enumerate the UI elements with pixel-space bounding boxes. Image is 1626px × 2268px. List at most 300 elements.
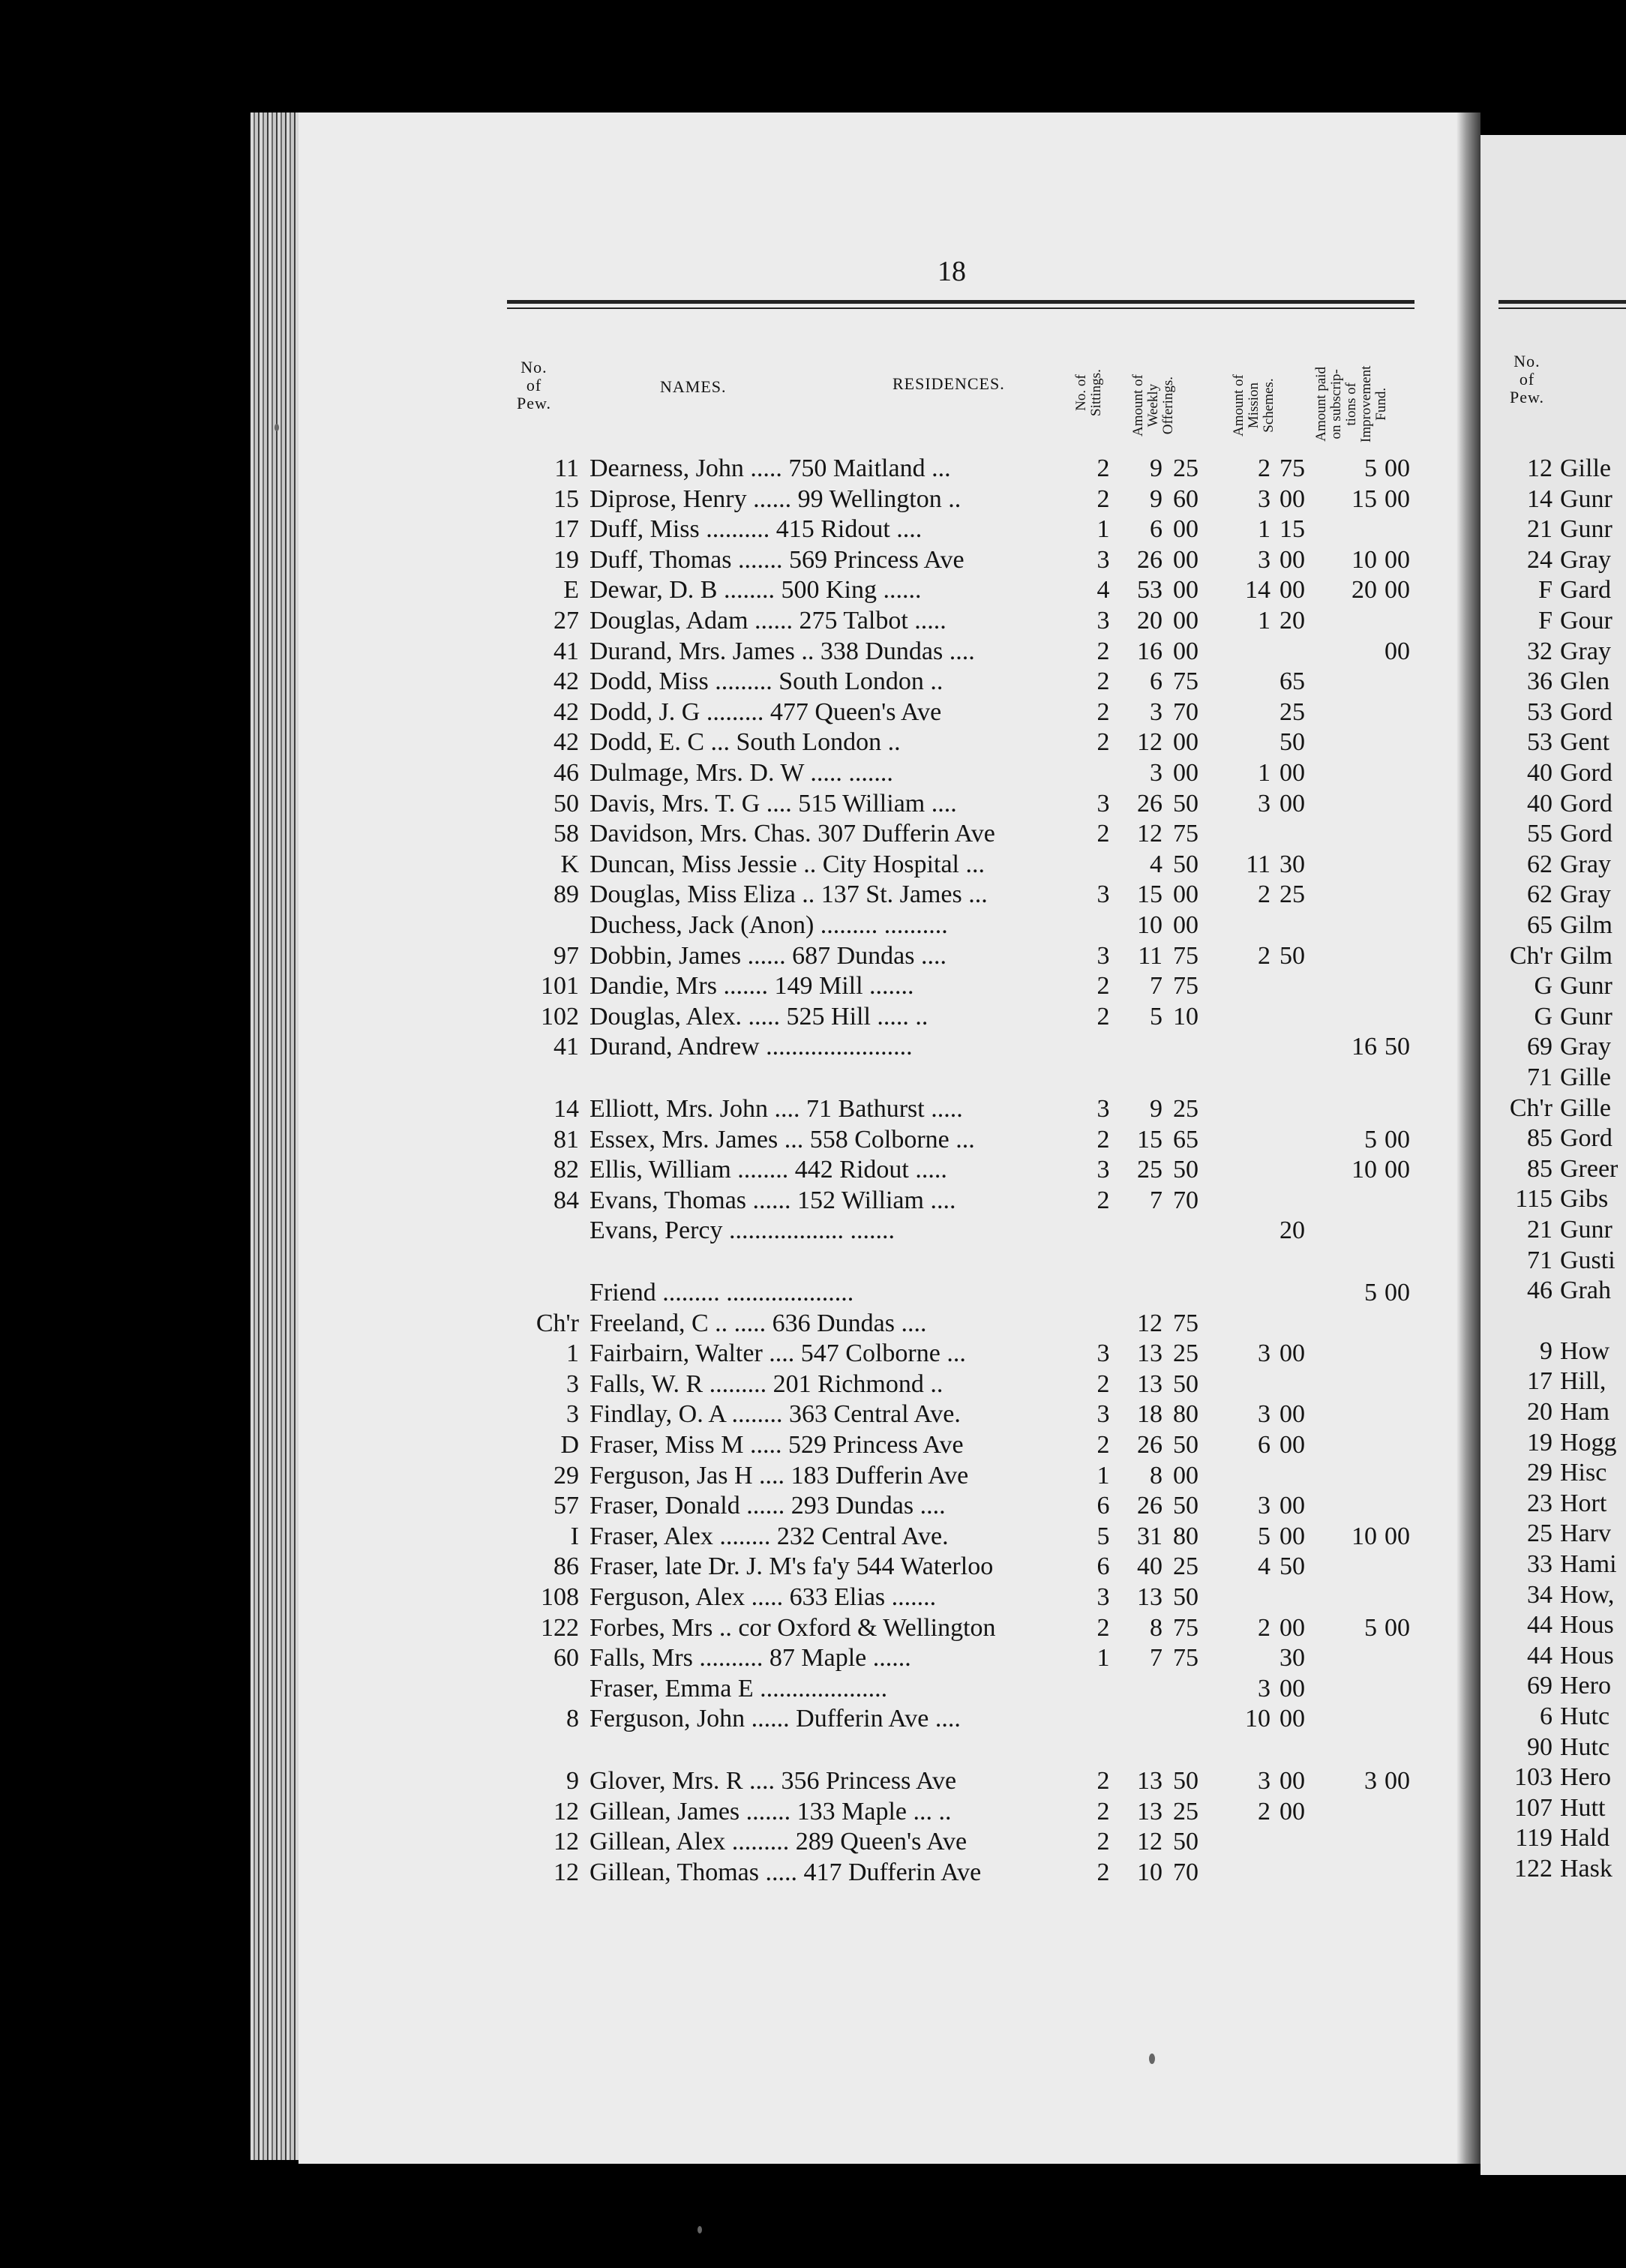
- pew-number: 20: [1527, 1398, 1552, 1426]
- right-table-row: [1480, 1216, 1626, 1246]
- page-number: 18: [938, 256, 966, 287]
- pew-number: 44: [1527, 1611, 1552, 1640]
- weekly-dollars: 13: [1137, 1340, 1162, 1368]
- right-table-row: [1480, 728, 1626, 758]
- sittings: 2: [1096, 484, 1110, 513]
- name-fragment: Gille: [1560, 454, 1611, 482]
- name-and-residence: Duchess, Jack (Anon) ......... ..........: [590, 911, 948, 939]
- right-table-row: [1480, 1398, 1626, 1428]
- weekly-dollars: 6: [1150, 668, 1162, 696]
- name-and-residence: Dodd, E. C ... South London ..: [590, 728, 901, 757]
- pew-number: 15: [554, 484, 579, 513]
- pew-number: 21: [1527, 515, 1552, 544]
- name-and-residence: Gillean, Thomas ..... 417 Dufferin Ave: [590, 1858, 982, 1886]
- name-fragment: Hutt: [1560, 1793, 1606, 1822]
- weekly-dollars: 40: [1137, 1552, 1162, 1581]
- weekly-cents: 75: [1173, 1613, 1198, 1642]
- name-and-residence: Friend ......... ....................: [590, 1279, 854, 1306]
- name-and-residence: Duff, Miss .......... 415 Ridout ....: [590, 515, 922, 544]
- name-fragment: Gord: [1560, 820, 1612, 848]
- mission-cents: 00: [1280, 1705, 1305, 1733]
- weekly-cents: 50: [1173, 1370, 1198, 1398]
- weekly-cents: 00: [1173, 637, 1198, 665]
- header-pew: No. of Pew.: [517, 358, 551, 412]
- name-fragment: Ham: [1560, 1398, 1610, 1426]
- mission-cents: 00: [1280, 1797, 1305, 1826]
- pew-number: 53: [1527, 728, 1552, 757]
- header-weekly: Amount of Weekly Offerings.: [1130, 374, 1176, 436]
- weekly-dollars: 11: [1138, 941, 1162, 970]
- mission-cents: 50: [1280, 728, 1305, 757]
- right-table-row: [1480, 1276, 1626, 1306]
- mission-dollars: 1: [1258, 607, 1270, 634]
- pew-number: 42: [554, 698, 579, 726]
- sittings: 2: [1096, 728, 1110, 757]
- name-fragment: Gray: [1560, 1033, 1611, 1061]
- right-table-row: [1480, 1490, 1626, 1520]
- right-table-row: [1480, 850, 1626, 880]
- pew-number: 12: [1527, 454, 1552, 482]
- right-table-row: [1480, 485, 1626, 515]
- sittings: 2: [1096, 972, 1110, 1000]
- weekly-dollars: 5: [1150, 1002, 1162, 1030]
- table-row: [507, 1798, 1452, 1828]
- name-and-residence: Dulmage, Mrs. D. W ..... .......: [590, 759, 893, 787]
- name-fragment: Hutc: [1560, 1732, 1610, 1761]
- right-table-row: [1480, 515, 1626, 545]
- pew-number: 23: [1527, 1489, 1552, 1517]
- header-rule-thin: [507, 308, 1414, 309]
- right-table-row: [1480, 1094, 1626, 1124]
- pew-number: 40: [1527, 789, 1552, 818]
- table-row: [507, 1279, 1452, 1309]
- sittings: 3: [1096, 789, 1110, 818]
- weekly-dollars: 12: [1137, 728, 1162, 757]
- table-row: [507, 1462, 1452, 1492]
- mission-dollars: 2: [1258, 1797, 1270, 1826]
- table-row: [507, 1003, 1452, 1033]
- table-row: [507, 698, 1452, 728]
- name-and-residence: Ferguson, Jas H .... 183 Dufferin Ave: [590, 1461, 969, 1490]
- name-and-residence: Gillean, Alex ......... 289 Queen's Ave: [590, 1828, 968, 1856]
- weekly-dollars: 8: [1150, 1461, 1162, 1490]
- pew-number: 101: [541, 972, 579, 1000]
- table-row: [507, 972, 1452, 1002]
- mission-dollars: 3: [1258, 1400, 1270, 1429]
- name-and-residence: Duff, Thomas ....... 569 Princess Ave: [590, 545, 964, 574]
- mission-dollars: 5: [1258, 1522, 1270, 1550]
- table-row: [507, 1675, 1452, 1705]
- right-table-row: [1480, 942, 1626, 972]
- pew-number: 29: [554, 1461, 579, 1490]
- pew-number: 14: [1527, 484, 1552, 513]
- pew-number: 36: [1527, 668, 1552, 696]
- name-and-residence: Evans, Thomas ...... 152 William ....: [590, 1186, 956, 1214]
- table-row: [507, 1583, 1452, 1613]
- right-table-row: [1480, 911, 1626, 941]
- weekly-cents: 75: [1173, 820, 1198, 848]
- weekly-dollars: 25: [1137, 1156, 1162, 1184]
- mission-cents: 30: [1280, 850, 1305, 878]
- weekly-dollars: 10: [1137, 1858, 1162, 1886]
- pew-number: 97: [554, 941, 579, 970]
- table-row: [507, 942, 1452, 972]
- pew-number: I: [570, 1522, 579, 1550]
- name-fragment: Gray: [1560, 545, 1611, 574]
- weekly-dollars: 15: [1137, 880, 1162, 909]
- weekly-cents: 50: [1173, 1492, 1198, 1520]
- pew-number: Ch'r: [1509, 1094, 1552, 1122]
- pew-number: 33: [1527, 1550, 1552, 1578]
- weekly-cents: 50: [1173, 1828, 1198, 1856]
- mission-dollars: 3: [1258, 1340, 1270, 1368]
- weekly-cents: 00: [1173, 1461, 1198, 1490]
- table-row: [507, 1705, 1452, 1735]
- name-fragment: Hutc: [1560, 1702, 1610, 1730]
- mission-cents: 00: [1280, 1613, 1305, 1642]
- header-mission: Amount of Mission Schemes.: [1231, 374, 1276, 436]
- name-fragment: Gunr: [1560, 972, 1612, 1000]
- weekly-dollars: 20: [1137, 607, 1162, 634]
- mission-cents: 00: [1280, 1492, 1305, 1520]
- pew-number: 86: [554, 1552, 579, 1581]
- sittings: 2: [1096, 1431, 1110, 1459]
- right-table-row: [1480, 1246, 1626, 1276]
- improvement-cents: 00: [1384, 1156, 1410, 1184]
- right-table-row: [1480, 972, 1626, 1002]
- mission-dollars: 3: [1258, 1492, 1270, 1520]
- right-header-rule-thin: [1498, 308, 1626, 309]
- name-fragment: Gard: [1560, 576, 1611, 604]
- table-row: [507, 1033, 1452, 1063]
- right-table-row: [1480, 1611, 1626, 1641]
- sittings: 2: [1096, 1828, 1110, 1856]
- table-row: [507, 1522, 1452, 1552]
- table-row: [507, 1552, 1452, 1582]
- table-row: [507, 1370, 1452, 1400]
- pew-number: 9: [566, 1767, 579, 1795]
- sittings: 3: [1096, 1583, 1110, 1611]
- right-header-rule: [1498, 300, 1626, 304]
- sittings: 1: [1096, 1461, 1110, 1490]
- improvement-dollars: 5: [1364, 1125, 1377, 1154]
- header-sittings: No. of Sittings.: [1073, 369, 1104, 416]
- name-and-residence: Dearness, John ..... 750 Maitland ...: [590, 454, 951, 482]
- weekly-cents: 25: [1173, 1095, 1198, 1123]
- sittings: 3: [1096, 941, 1110, 970]
- table-row: [507, 1858, 1452, 1888]
- weekly-dollars: 15: [1137, 1125, 1162, 1154]
- weekly-cents: 50: [1173, 1767, 1198, 1795]
- sittings: 2: [1096, 1370, 1110, 1398]
- right-table-row: [1480, 1429, 1626, 1459]
- name-and-residence: Dandie, Mrs ....... 149 Mill .......: [590, 972, 914, 1000]
- name-and-residence: Fraser, Emma E ....................: [590, 1674, 888, 1702]
- mission-cents: 00: [1280, 789, 1305, 818]
- mission-cents: 00: [1280, 759, 1305, 787]
- table-row: [507, 911, 1452, 941]
- improvement-dollars: 16: [1352, 1033, 1377, 1061]
- name-fragment: Gray: [1560, 880, 1611, 909]
- weekly-dollars: 9: [1150, 1095, 1162, 1123]
- right-table-row: [1480, 698, 1626, 728]
- pew-number: 41: [554, 1033, 579, 1061]
- pew-number: 119: [1515, 1824, 1552, 1852]
- right-table-row: [1480, 1702, 1626, 1732]
- mission-cents: 00: [1280, 1340, 1305, 1368]
- name-and-residence: Fraser, Donald ...... 293 Dundas ....: [590, 1492, 946, 1520]
- pew-number: 102: [541, 1002, 579, 1030]
- name-fragment: How,: [1560, 1580, 1615, 1609]
- improvement-cents: 00: [1384, 1613, 1410, 1642]
- name-fragment: Greer: [1560, 1154, 1618, 1183]
- name-fragment: Gray: [1560, 637, 1611, 665]
- table-row: [507, 485, 1452, 515]
- mission-dollars: 3: [1258, 789, 1270, 818]
- name-fragment: Gille: [1560, 1064, 1611, 1091]
- pew-number: 32: [1527, 637, 1552, 665]
- mission-dollars: 2: [1258, 1613, 1270, 1642]
- table-row: [507, 759, 1452, 789]
- right-table-row: [1480, 1855, 1626, 1885]
- name-fragment: Gord: [1560, 789, 1612, 818]
- table-row: [507, 1156, 1452, 1186]
- improvement-cents: 00: [1384, 454, 1410, 482]
- name-fragment: Gord: [1560, 1124, 1612, 1153]
- improvement-cents: 00: [1384, 576, 1410, 604]
- pew-number: 27: [554, 607, 579, 634]
- pew-number: 17: [554, 515, 579, 544]
- name-and-residence: Glover, Mrs. R .... 356 Princess Ave: [590, 1767, 957, 1795]
- right-table-row: [1480, 790, 1626, 820]
- weekly-dollars: 9: [1150, 484, 1162, 513]
- name-fragment: Hous: [1560, 1641, 1614, 1670]
- pew-number: 107: [1514, 1793, 1552, 1822]
- name-and-residence: Fraser, Alex ........ 232 Central Ave.: [590, 1522, 949, 1550]
- mission-dollars: 14: [1245, 576, 1270, 604]
- weekly-dollars: 13: [1137, 1370, 1162, 1398]
- pew-number: 41: [554, 637, 579, 665]
- right-table-row: [1480, 668, 1626, 698]
- pew-number: 62: [1527, 880, 1552, 909]
- mission-cents: 50: [1280, 941, 1305, 970]
- weekly-cents: 00: [1173, 576, 1198, 604]
- table-row: [507, 1614, 1452, 1644]
- name-fragment: Hask: [1560, 1855, 1612, 1882]
- improvement-dollars: 10: [1352, 1522, 1377, 1550]
- table-row: [507, 1095, 1452, 1125]
- weekly-cents: 70: [1173, 1186, 1198, 1214]
- pew-number: 84: [554, 1186, 579, 1214]
- name-and-residence: Ferguson, Alex ..... 633 Elias .......: [590, 1583, 937, 1611]
- weekly-cents: 75: [1173, 1644, 1198, 1672]
- pew-number: 6: [1540, 1702, 1552, 1730]
- pew-number: Ch'r: [536, 1309, 579, 1337]
- pew-number: 69: [1527, 1672, 1552, 1700]
- mission-dollars: 3: [1258, 1767, 1270, 1795]
- sittings: 2: [1096, 1858, 1110, 1886]
- name-and-residence: Freeland, C .. ..... 636 Dundas ....: [590, 1309, 927, 1337]
- sittings: 4: [1096, 576, 1110, 604]
- right-table-row: [1480, 1033, 1626, 1063]
- pew-number: 115: [1515, 1185, 1552, 1214]
- mission-cents: 00: [1280, 484, 1305, 513]
- mission-dollars: 1: [1258, 515, 1270, 544]
- improvement-dollars: 5: [1364, 454, 1377, 482]
- mission-dollars: 6: [1258, 1431, 1270, 1459]
- pew-number: 11: [554, 454, 579, 482]
- right-table-row: [1480, 1337, 1626, 1367]
- name-and-residence: Durand, Andrew .......................: [590, 1033, 913, 1061]
- name-and-residence: Davidson, Mrs. Chas. 307 Dufferin Ave: [590, 820, 995, 848]
- improvement-dollars: 15: [1352, 484, 1377, 513]
- right-table-row: [1480, 1642, 1626, 1672]
- mission-cents: 00: [1280, 576, 1305, 604]
- name-fragment: Gusti: [1560, 1246, 1616, 1274]
- weekly-cents: 25: [1173, 454, 1198, 482]
- weekly-cents: 75: [1173, 941, 1198, 970]
- right-table-row: [1480, 820, 1626, 850]
- name-and-residence: Dewar, D. B ........ 500 King ......: [590, 576, 922, 604]
- name-and-residence: Evans, Percy .................. .......: [590, 1216, 896, 1245]
- name-fragment: Gord: [1560, 698, 1612, 726]
- sittings: 2: [1096, 698, 1110, 726]
- improvement-cents: 00: [1384, 1767, 1410, 1795]
- name-and-residence: Fraser, late Dr. J. M's fa'y 544 Waterloo: [590, 1552, 994, 1581]
- mission-cents: 00: [1280, 1767, 1305, 1795]
- pew-number: 25: [1527, 1520, 1552, 1548]
- weekly-cents: 25: [1173, 1340, 1198, 1368]
- name-and-residence: Dobbin, James ...... 687 Dundas ....: [590, 941, 946, 970]
- name-fragment: Hero: [1560, 1763, 1611, 1792]
- name-and-residence: Ellis, William ........ 442 Ridout .....: [590, 1156, 947, 1184]
- name-fragment: Hill,: [1560, 1367, 1606, 1396]
- weekly-dollars: 16: [1137, 637, 1162, 665]
- pew-number: 34: [1527, 1580, 1552, 1609]
- mission-cents: 15: [1280, 515, 1305, 544]
- table-row: [507, 576, 1452, 606]
- right-table-row: [1480, 1672, 1626, 1702]
- right-table-row: [1480, 638, 1626, 668]
- sittings: 5: [1096, 1522, 1110, 1550]
- mission-cents: 30: [1280, 1644, 1305, 1672]
- table-row: [507, 728, 1452, 758]
- weekly-cents: 50: [1173, 1431, 1198, 1459]
- name-fragment: Hogg: [1560, 1428, 1617, 1456]
- pew-number: 12: [554, 1797, 579, 1826]
- margin-mark: [1149, 2054, 1155, 2064]
- right-table-row: [1480, 1459, 1626, 1489]
- table-row: [507, 850, 1452, 880]
- name-fragment: Gille: [1560, 1094, 1611, 1122]
- sittings: 2: [1096, 668, 1110, 696]
- weekly-cents: 80: [1173, 1400, 1198, 1429]
- pew-number: 65: [1527, 911, 1552, 939]
- pew-number: G: [1534, 972, 1552, 1000]
- weekly-dollars: 9: [1150, 454, 1162, 482]
- weekly-cents: 50: [1173, 1583, 1198, 1611]
- weekly-cents: 50: [1173, 1156, 1198, 1184]
- table-row: [507, 668, 1452, 698]
- right-table-row: [1480, 1581, 1626, 1611]
- sittings: 2: [1096, 1797, 1110, 1826]
- improvement-dollars: 5: [1364, 1279, 1377, 1306]
- pew-number: 82: [554, 1156, 579, 1184]
- weekly-dollars: 6: [1150, 515, 1162, 544]
- weekly-dollars: 31: [1137, 1522, 1162, 1550]
- mission-dollars: 4: [1258, 1552, 1270, 1581]
- pew-number: Ch'r: [1509, 941, 1552, 970]
- mission-cents: 20: [1280, 607, 1305, 634]
- pew-number: 90: [1527, 1732, 1552, 1761]
- weekly-dollars: 7: [1150, 972, 1162, 1000]
- name-fragment: Gilm: [1560, 911, 1612, 939]
- pew-number: 53: [1527, 698, 1552, 726]
- sittings: 3: [1096, 1095, 1110, 1123]
- name-and-residence: Elliott, Mrs. John .... 71 Bathurst .....: [590, 1095, 963, 1123]
- right-table-row: [1480, 1520, 1626, 1550]
- pew-number: 14: [554, 1095, 579, 1123]
- pew-number: 29: [1527, 1459, 1552, 1487]
- weekly-cents: 00: [1173, 545, 1198, 574]
- sittings: 2: [1096, 1186, 1110, 1214]
- right-table-row: [1480, 607, 1626, 637]
- pew-number: 85: [1527, 1154, 1552, 1183]
- improvement-cents: 00: [1384, 545, 1410, 574]
- mission-dollars: 3: [1258, 1674, 1270, 1702]
- table-row: [507, 638, 1452, 668]
- name-and-residence: Forbes, Mrs .. cor Oxford & Wellington: [590, 1613, 996, 1642]
- weekly-cents: 50: [1173, 850, 1198, 878]
- pew-number: 81: [554, 1125, 579, 1154]
- sittings: 1: [1096, 515, 1110, 544]
- weekly-dollars: 7: [1150, 1644, 1162, 1672]
- name-and-residence: Gillean, James ....... 133 Maple ... ..: [590, 1797, 952, 1826]
- name-and-residence: Findlay, O. A ........ 363 Central Ave.: [590, 1400, 961, 1429]
- weekly-cents: 00: [1173, 880, 1198, 909]
- margin-mark: [274, 424, 279, 431]
- weekly-dollars: 13: [1137, 1797, 1162, 1826]
- name-and-residence: Essex, Mrs. James ... 558 Colborne ...: [590, 1125, 975, 1154]
- right-table-row: [1480, 1367, 1626, 1397]
- header-residences: RESIDENCES.: [892, 374, 1005, 393]
- right-header-pew: No. of Pew.: [1510, 352, 1544, 406]
- weekly-cents: 75: [1173, 1309, 1198, 1337]
- right-table-row: [1480, 1824, 1626, 1854]
- pew-number: 122: [1514, 1855, 1552, 1882]
- table-row: [507, 515, 1452, 545]
- weekly-dollars: 12: [1137, 1828, 1162, 1856]
- right-table-row: [1480, 1550, 1626, 1580]
- pew-number: 8: [566, 1705, 579, 1733]
- pew-number: 108: [541, 1583, 579, 1611]
- table-row: [507, 454, 1452, 484]
- table-row: [507, 546, 1452, 576]
- pew-number: 57: [554, 1492, 579, 1520]
- pew-number: 42: [554, 668, 579, 696]
- name-and-residence: Douglas, Alex. ..... 525 Hill ..... ..: [590, 1002, 928, 1030]
- book-gutter: [1456, 112, 1480, 2164]
- sittings: 2: [1096, 1002, 1110, 1030]
- name-and-residence: Fraser, Miss M ..... 529 Princess Ave: [590, 1431, 964, 1459]
- mission-cents: 00: [1280, 545, 1305, 574]
- name-and-residence: Duncan, Miss Jessie .. City Hospital ...: [590, 850, 985, 878]
- sittings: 6: [1096, 1552, 1110, 1581]
- mission-dollars: 3: [1258, 484, 1270, 513]
- sittings: 3: [1096, 1156, 1110, 1184]
- table-row: [507, 1644, 1452, 1674]
- improvement-cents: 00: [1384, 484, 1410, 513]
